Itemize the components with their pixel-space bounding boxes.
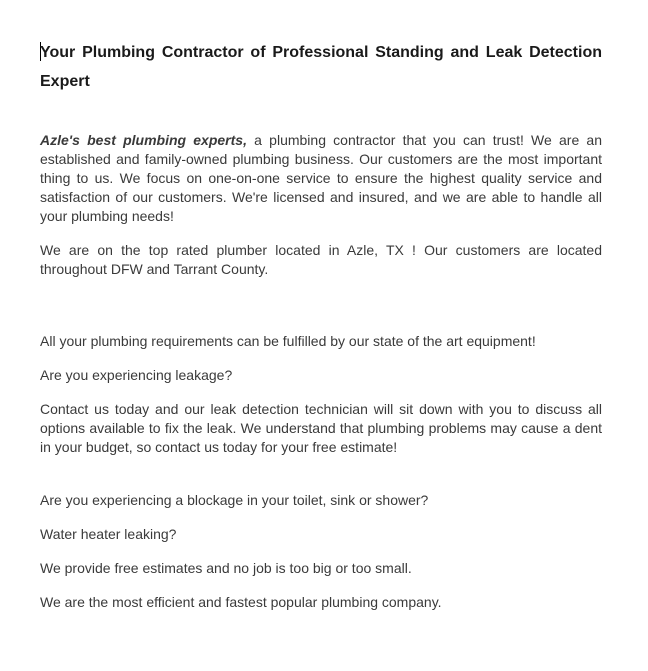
intro-text: a plumbing contractor that you can trust! We are an established and family-owned plumbing business. Our customers are the most important thing to us. We focus on one-on-one service to ensure the highest quality service and satisfaction of our customers. We're licensed and insured, and we are able to handle all your plumbing needs! [40,132,602,224]
intro-paragraph [40,131,602,226]
document-body[interactable] [40,38,602,612]
contact-paragraph: Contact us today and our leak detection technician will sit down with you to discuss all options available to fix the leak. We understand that plumbing problems may cause a dent in your budget, so contact us today for your free estimate! [40,401,602,455]
water-heater-question: Water heater leaking? [40,526,177,542]
requirements-paragraph: All your plumbing requirements can be fulfilled by our state of the art equipment! [40,333,536,349]
top-rated-paragraph: We are on the top rated plumber located in Azle, TX ! Our customers are located throughout DFW and Tarrant County. [40,242,602,277]
blockage-question: Are you experiencing a blockage in your toilet, sink or shower? [40,492,429,508]
leakage-question: Are you experiencing leakage? [40,367,233,383]
page-title: Your Plumbing Contractor of Professional Standing and Leak Detection Expert [40,44,602,90]
free-estimates-paragraph: We provide free estimates and no job is too big or too small. [40,560,412,576]
intro-lead: Azle's best plumbing experts, [40,132,247,148]
efficient-company-paragraph: We are the most efficient and fastest popular plumbing company. [40,594,442,610]
